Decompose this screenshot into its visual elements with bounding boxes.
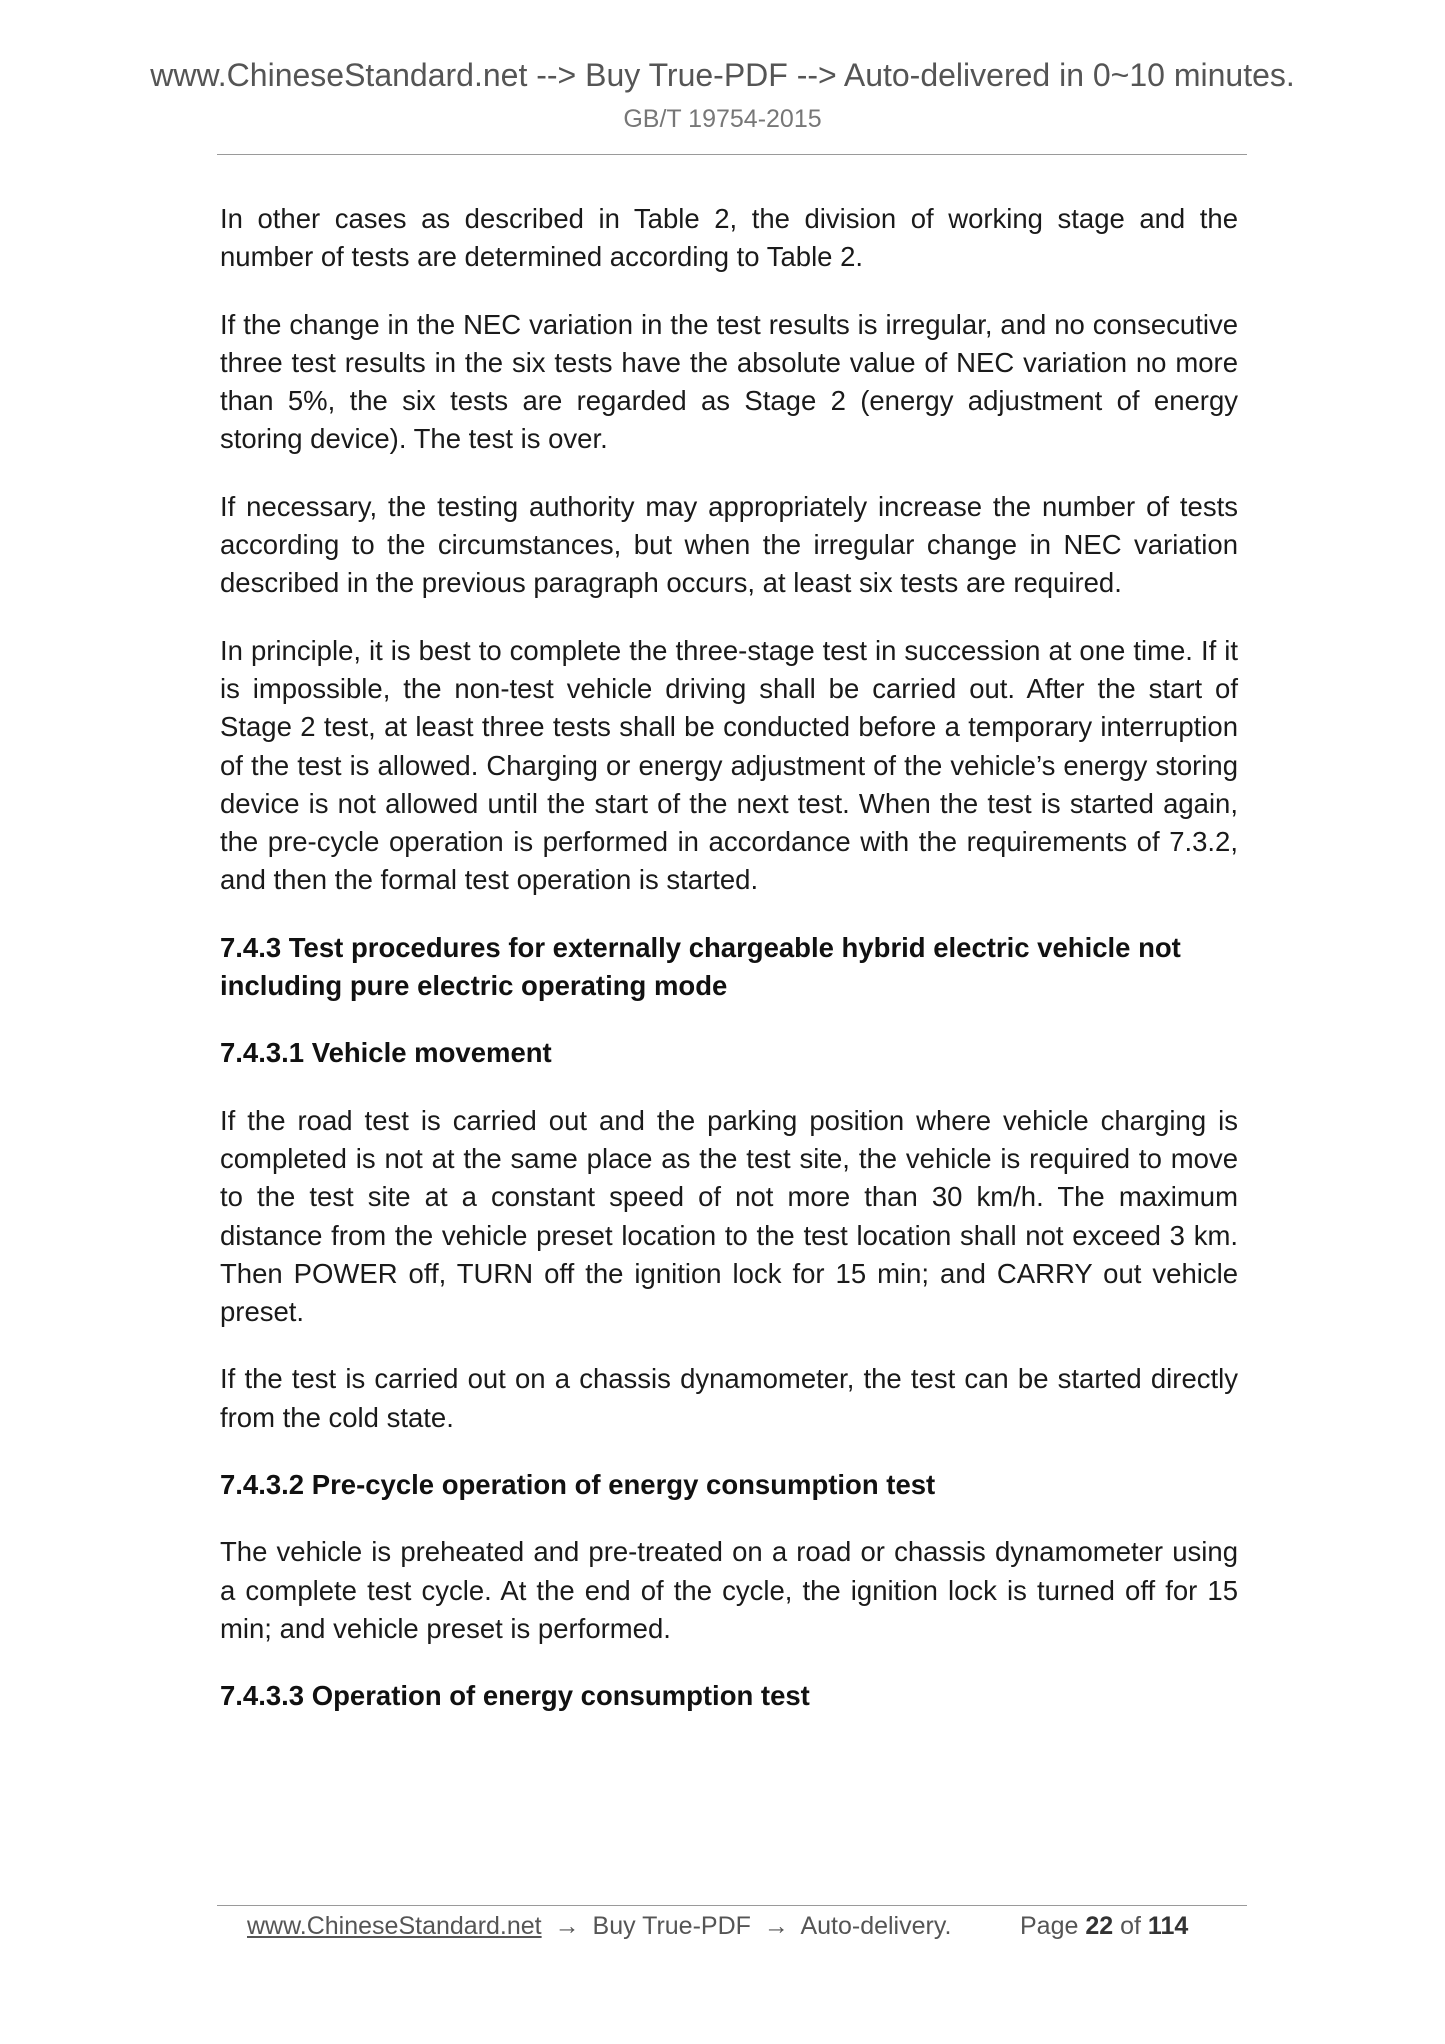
section-heading-7-4-3-2: 7.4.3.2 Pre-cycle operation of energy consumption test bbox=[220, 1469, 936, 1501]
paragraph-preheat: The vehicle is preheated and pre-treated on a road or chassis dynamometer using a complete test cycle. At the end of the cycle, the ignition lock is turned off for 15 min; and vehicle preset is performed. bbox=[220, 1536, 1238, 1644]
page-footer bbox=[0, 1906, 1445, 1946]
footer-delivery-text: Auto-delivery. bbox=[800, 1912, 952, 1940]
paragraph-three-stage: In principle, it is best to complete the three-stage test in succession at one time. If it is impossible, the non-test vehicle driving shall be carried out. After the start of Stage 2 test, at least three tests shall be conducted before a temporary interruption of the test is allowed. Charging or energy adjustment of the vehicle’s energy storing device is not allowed until the start of the next test. When the test is started again, the pre-cycle operation is performed in accordance with the requirements of 7.3.2, and then the formal test operation is started. bbox=[220, 634, 1238, 896]
standard-number: GB/T 19754-2015 bbox=[623, 105, 822, 133]
paragraph-nec-irregular: If the change in the NEC variation in the test results is irregular, and no consecutive three test results in the six tests have the absolute value of NEC variation no more than 5%, the six tests are regarded as Stage 2 (energy adjustment of energy storing device). The test is over. bbox=[220, 308, 1238, 455]
paragraph-increase-tests: If necessary, the testing authority may appropriately increase the number of tests according to the circumstances, but when the irregular change in NEC variation described in the previous paragraph occurs, at least six tests are required. bbox=[220, 490, 1238, 599]
footer-links bbox=[247, 1906, 951, 1946]
page-total: 114 bbox=[1147, 1912, 1189, 1940]
page-indicator bbox=[1020, 1906, 1188, 1946]
page-label: Page bbox=[1020, 1912, 1079, 1940]
section-heading-7-4-3-3: 7.4.3.3 Operation of energy consumption test bbox=[220, 1680, 810, 1712]
footer-site-link[interactable]: www.ChineseStandard.net bbox=[247, 1912, 542, 1940]
document-body bbox=[220, 200, 1238, 1745]
page-current: 22 bbox=[1085, 1912, 1114, 1940]
paragraph-chassis-dynamometer: If the test is carried out on a chassis dynamometer, the test can be started directly from the cold state. bbox=[220, 1363, 1238, 1433]
arrow-right-icon: → bbox=[763, 1912, 789, 1940]
section-heading-7-4-3: 7.4.3 Test procedures for externally chargeable hybrid electric vehicle not including pure electric operating mode bbox=[220, 931, 1181, 1002]
paragraph-table2-cases: In other cases as described in Table 2, the division of working stage and the number of tests are determined according to Table 2. bbox=[220, 203, 1238, 273]
arrow-right-icon: → bbox=[554, 1912, 580, 1940]
section-heading-7-4-3-1: 7.4.3.1 Vehicle movement bbox=[220, 1037, 552, 1069]
footer-buy-text: Buy True-PDF bbox=[592, 1912, 751, 1940]
header-divider bbox=[217, 154, 1247, 155]
header-banner: www.ChineseStandard.net --> Buy True-PDF --> Auto-delivered in 0~10 minutes. bbox=[150, 57, 1295, 93]
paragraph-road-test: If the road test is carried out and the parking position where vehicle charging is completed is not at the same place as the test site, the vehicle is required to move to the test site at a constant speed of not more than 30 km/h. The maximum distance from the vehicle preset location to the test location shall not exceed 3 km. Then POWER off, TURN off the ignition lock for 15 min; and CARRY out vehicle preset. bbox=[220, 1104, 1238, 1328]
of-label: of bbox=[1120, 1912, 1141, 1940]
